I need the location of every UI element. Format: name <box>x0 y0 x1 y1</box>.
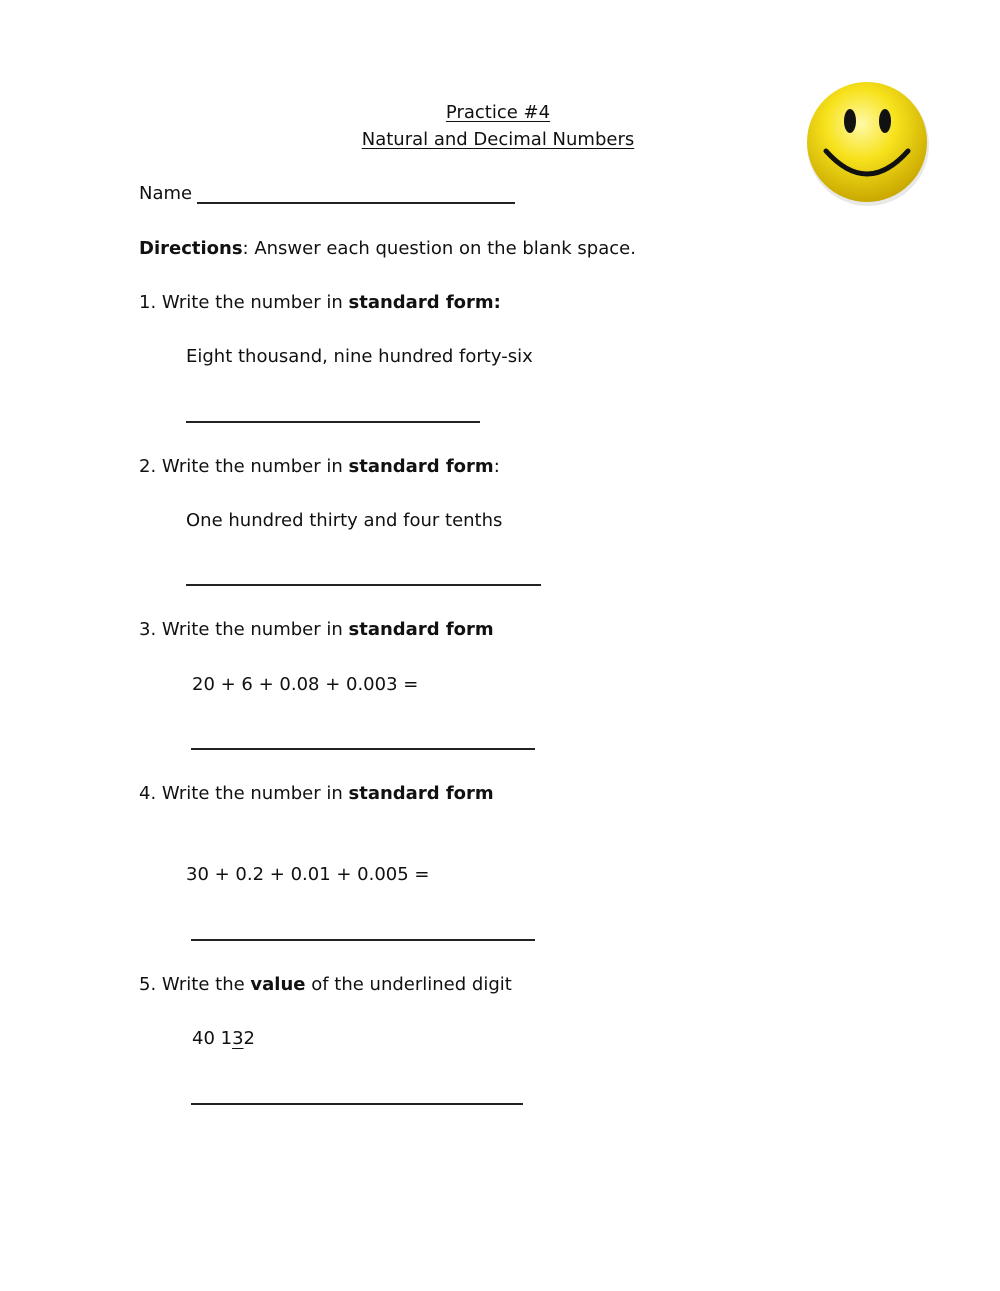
question-5-prompt: 40 132 <box>192 1028 255 1049</box>
name-label: Name <box>139 183 193 204</box>
directions <box>139 240 636 258</box>
answer-field-1[interactable] <box>186 421 480 423</box>
emphasis: value <box>250 974 306 995</box>
question-3: 3. Write the number in standard form <box>139 619 494 640</box>
emphasis: standard form <box>348 456 494 477</box>
directions-text: : Answer each question on the blank space. <box>242 238 636 259</box>
question-2: 2. Write the number in standard form: <box>139 456 500 477</box>
worksheet-title: Practice #4 <box>445 102 551 123</box>
answer-field-5[interactable] <box>191 1103 523 1105</box>
directions-label: Directions <box>139 238 243 259</box>
question-4-prompt: 30 + 0.2 + 0.01 + 0.005 = <box>186 864 430 885</box>
emphasis: standard form <box>348 619 494 640</box>
emphasis: standard form: <box>348 292 501 313</box>
answer-field-3[interactable] <box>191 748 535 750</box>
smiley-face-icon <box>804 79 932 207</box>
question-5: 5. Write the value of the underlined digit <box>139 974 512 995</box>
emphasis: standard form <box>348 783 494 804</box>
question-1-prompt: Eight thousand, nine hundred forty-six <box>186 346 533 367</box>
worksheet-subtitle: Natural and Decimal Numbers <box>361 129 635 150</box>
question-1: 1. Write the number in standard form: <box>139 292 501 313</box>
question-2-prompt: One hundred thirty and four tenths <box>186 510 503 531</box>
question-3-prompt: 20 + 6 + 0.08 + 0.003 = <box>192 674 419 695</box>
name-field[interactable] <box>197 202 515 204</box>
answer-field-2[interactable] <box>186 584 541 586</box>
question-4: 4. Write the number in standard form <box>139 783 494 804</box>
underlined-digit: 3 <box>232 1028 244 1049</box>
answer-field-4[interactable] <box>191 939 535 941</box>
